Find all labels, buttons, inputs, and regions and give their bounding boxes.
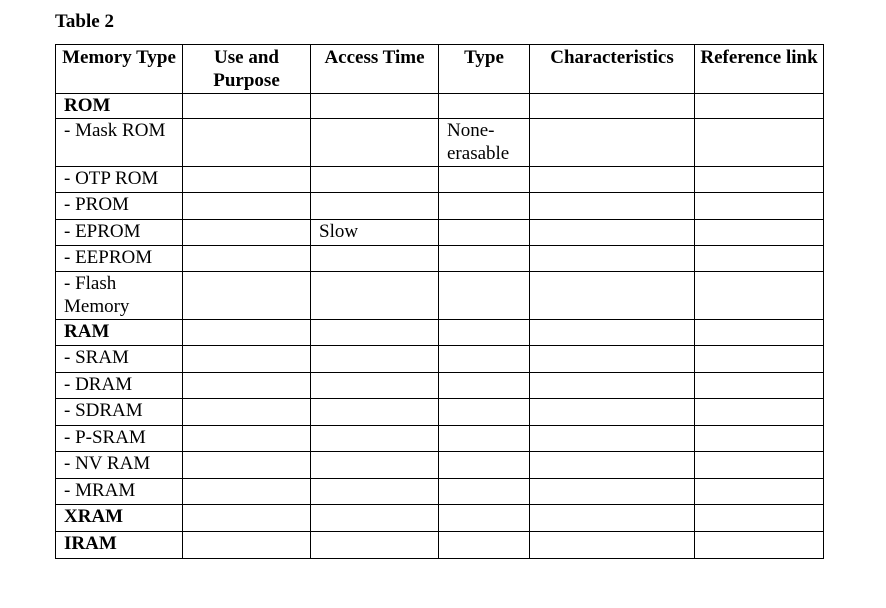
cell-characteristics: [530, 167, 695, 193]
cell-characteristics: [530, 426, 695, 452]
cell-use-and-purpose: [183, 373, 311, 399]
header-type: Type: [439, 45, 530, 94]
header-access-time: Access Time: [311, 45, 439, 94]
cell-type: None-erasable: [439, 119, 530, 167]
cell-reference-link: [695, 320, 824, 346]
cell-type: [439, 505, 530, 532]
cell-access-time: [311, 94, 439, 119]
cell-use-and-purpose: [183, 399, 311, 426]
cell-reference-link: [695, 193, 824, 220]
cell-reference-link: [695, 426, 824, 452]
table-row: [56, 452, 824, 479]
cell-access-time: [311, 320, 439, 346]
cell-memory-type: - SRAM: [56, 346, 183, 373]
cell-access-time: [311, 479, 439, 505]
table-row: [56, 272, 824, 320]
cell-memory-type: - Mask ROM: [56, 119, 183, 167]
cell-characteristics: [530, 272, 695, 320]
cell-memory-type: IRAM: [56, 532, 183, 559]
cell-memory-type: XRAM: [56, 505, 183, 532]
cell-reference-link: [695, 94, 824, 119]
header-characteristics: Characteristics: [530, 45, 695, 94]
cell-type: [439, 193, 530, 220]
cell-memory-type: - NV RAM: [56, 452, 183, 479]
cell-type: [439, 399, 530, 426]
cell-characteristics: [530, 193, 695, 220]
cell-type: [439, 220, 530, 246]
cell-memory-type: - OTP ROM: [56, 167, 183, 193]
cell-reference-link: [695, 346, 824, 373]
cell-reference-link: [695, 272, 824, 320]
cell-reference-link: [695, 167, 824, 193]
table-row: [56, 220, 824, 246]
cell-access-time: [311, 119, 439, 167]
cell-reference-link: [695, 373, 824, 399]
cell-access-time: [311, 452, 439, 479]
cell-reference-link: [695, 220, 824, 246]
cell-reference-link: [695, 119, 824, 167]
cell-access-time: [311, 272, 439, 320]
table-row: [56, 246, 824, 272]
cell-type: [439, 167, 530, 193]
table-row: [56, 167, 824, 193]
cell-use-and-purpose: [183, 452, 311, 479]
cell-use-and-purpose: [183, 346, 311, 373]
cell-reference-link: [695, 246, 824, 272]
table-row: [56, 94, 824, 119]
cell-type: [439, 452, 530, 479]
cell-type: [439, 246, 530, 272]
cell-use-and-purpose: [183, 479, 311, 505]
table-row: [56, 320, 824, 346]
cell-access-time: [311, 193, 439, 220]
cell-access-time: [311, 246, 439, 272]
cell-reference-link: [695, 505, 824, 532]
cell-memory-type: RAM: [56, 320, 183, 346]
cell-type: [439, 94, 530, 119]
header-row: [56, 45, 824, 94]
cell-access-time: [311, 167, 439, 193]
cell-access-time: [311, 346, 439, 373]
cell-access-time: Slow: [311, 220, 439, 246]
table-row: [56, 479, 824, 505]
cell-characteristics: [530, 246, 695, 272]
cell-type: [439, 426, 530, 452]
cell-characteristics: [530, 119, 695, 167]
cell-type: [439, 532, 530, 559]
cell-characteristics: [530, 532, 695, 559]
table-header: [56, 45, 824, 94]
cell-characteristics: [530, 479, 695, 505]
cell-characteristics: [530, 399, 695, 426]
cell-reference-link: [695, 532, 824, 559]
cell-access-time: [311, 505, 439, 532]
cell-use-and-purpose: [183, 167, 311, 193]
cell-characteristics: [530, 220, 695, 246]
cell-use-and-purpose: [183, 220, 311, 246]
cell-characteristics: [530, 346, 695, 373]
table-row: [56, 373, 824, 399]
cell-reference-link: [695, 479, 824, 505]
cell-characteristics: [530, 320, 695, 346]
table-row: [56, 193, 824, 220]
cell-memory-type: - EPROM: [56, 220, 183, 246]
cell-memory-type: - DRAM: [56, 373, 183, 399]
cell-access-time: [311, 373, 439, 399]
cell-type: [439, 346, 530, 373]
header-reference-link: Reference link: [695, 45, 824, 94]
cell-type: [439, 272, 530, 320]
cell-characteristics: [530, 452, 695, 479]
cell-memory-type: - SDRAM: [56, 399, 183, 426]
cell-characteristics: [530, 94, 695, 119]
cell-reference-link: [695, 452, 824, 479]
header-memory-type: Memory Type: [56, 45, 183, 94]
cell-use-and-purpose: [183, 119, 311, 167]
cell-use-and-purpose: [183, 320, 311, 346]
table-row: [56, 505, 824, 532]
cell-memory-type: ROM: [56, 94, 183, 119]
cell-use-and-purpose: [183, 193, 311, 220]
cell-memory-type: - EEPROM: [56, 246, 183, 272]
cell-type: [439, 373, 530, 399]
cell-characteristics: [530, 505, 695, 532]
cell-access-time: [311, 532, 439, 559]
cell-type: [439, 320, 530, 346]
cell-type: [439, 479, 530, 505]
cell-memory-type: - PROM: [56, 193, 183, 220]
cell-characteristics: [530, 373, 695, 399]
cell-use-and-purpose: [183, 94, 311, 119]
header-use-and-purpose: Use and Purpose: [183, 45, 311, 94]
cell-access-time: [311, 399, 439, 426]
cell-use-and-purpose: [183, 272, 311, 320]
cell-memory-type: - MRAM: [56, 479, 183, 505]
cell-access-time: [311, 426, 439, 452]
table-row: [56, 346, 824, 373]
table-body: [56, 94, 824, 559]
table-row: [56, 426, 824, 452]
cell-use-and-purpose: [183, 505, 311, 532]
table-row: [56, 399, 824, 426]
cell-memory-type: - P-SRAM: [56, 426, 183, 452]
table-caption: Table 2: [55, 11, 114, 32]
memory-table: [55, 44, 824, 559]
cell-use-and-purpose: [183, 246, 311, 272]
cell-memory-type: - Flash Memory: [56, 272, 183, 320]
cell-reference-link: [695, 399, 824, 426]
cell-use-and-purpose: [183, 426, 311, 452]
cell-use-and-purpose: [183, 532, 311, 559]
table-row: [56, 532, 824, 559]
table-row: [56, 119, 824, 167]
